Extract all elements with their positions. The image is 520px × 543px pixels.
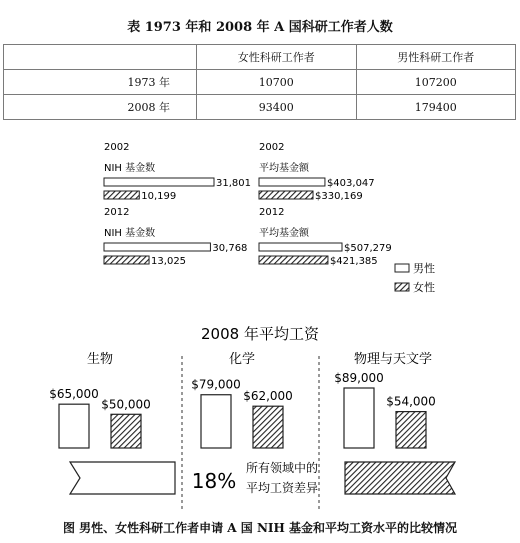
bar-male-label: $403,047 xyxy=(326,178,375,189)
table-cell: 2008 年 xyxy=(4,95,197,120)
table-cell: 107200 xyxy=(356,70,516,95)
bar-male xyxy=(259,243,342,251)
table-title: 表 1973 年和 2008 年 A 国科研工作者人数 xyxy=(127,20,393,35)
legend xyxy=(395,261,435,294)
bar-female xyxy=(259,191,313,199)
bar-male-label: $89,000 xyxy=(334,371,384,385)
bar-male-label: $65,000 xyxy=(49,387,99,402)
legend-female-label: 女性 xyxy=(413,281,435,294)
bar-female-label: $62,000 xyxy=(243,389,293,404)
salary-chart-title: 2008 年平均工资 xyxy=(201,325,319,343)
bar-female-label: 10,199 xyxy=(141,191,177,202)
bar-male xyxy=(104,178,214,186)
bar-female-label: $330,169 xyxy=(315,191,363,202)
table-header-cell: 男性科研工作者 xyxy=(356,45,516,70)
legend-female-swatch xyxy=(395,283,409,291)
table-cell: 93400 xyxy=(197,95,357,120)
salary-chart xyxy=(49,351,436,448)
bar-female xyxy=(253,406,283,448)
bar-male-label: $79,000 xyxy=(191,377,241,392)
bar-male xyxy=(201,395,231,448)
panel-label: NIH 基金数 xyxy=(104,228,156,239)
gap-value: 18% xyxy=(191,469,237,493)
bar-male xyxy=(104,243,210,251)
panel-year: 2012 xyxy=(104,207,130,218)
gap-text-line2: 平均工资差异 xyxy=(245,481,319,495)
table-header-cell: 女性科研工作者 xyxy=(197,45,357,70)
bar-male xyxy=(344,388,374,448)
table-cell: 10700 xyxy=(197,70,357,95)
gap-text-line1: 所有领域中的 xyxy=(245,461,319,475)
bar-female xyxy=(104,191,139,199)
panel-year: 2012 xyxy=(259,207,285,218)
bar-male xyxy=(59,404,89,448)
legend-male-swatch xyxy=(395,264,409,272)
bar-male-label: $507,279 xyxy=(344,243,392,254)
panel-label: 平均基金额 xyxy=(259,228,309,239)
bar-male-label: 30,768 xyxy=(212,243,248,254)
arrow-shape xyxy=(345,462,455,494)
panel-label: NIH 基金数 xyxy=(104,163,156,174)
category-label: 生物 xyxy=(86,352,114,367)
legend-male-label: 男性 xyxy=(413,262,435,275)
bar-female xyxy=(396,412,426,448)
bar-female xyxy=(111,414,141,448)
bar-female-label: $54,000 xyxy=(386,394,436,409)
table-cell: 1973 年 xyxy=(4,70,197,95)
figure-caption: 图 男性、女性科研工作者申请 A 国 NIH 基金和平均工资水平的比较情况 xyxy=(62,521,458,535)
table-cell: 179400 xyxy=(356,95,516,120)
bar-male xyxy=(259,178,325,186)
panel-year: 2002 xyxy=(259,142,285,153)
bar-male-label: 31,801 xyxy=(216,178,251,189)
panel-label: 平均基金额 xyxy=(259,163,309,174)
nih-chart xyxy=(104,142,392,267)
bar-female xyxy=(259,256,328,264)
category-label: 物理与天文学 xyxy=(353,352,433,367)
bar-female xyxy=(104,256,149,264)
bar-female-label: $421,385 xyxy=(329,256,378,267)
arrow-shape xyxy=(70,462,175,494)
bar-female-label: 13,025 xyxy=(151,256,187,267)
category-label: 化学 xyxy=(228,352,256,367)
panel-year: 2002 xyxy=(104,142,130,153)
bar-female-label: $50,000 xyxy=(101,397,151,412)
